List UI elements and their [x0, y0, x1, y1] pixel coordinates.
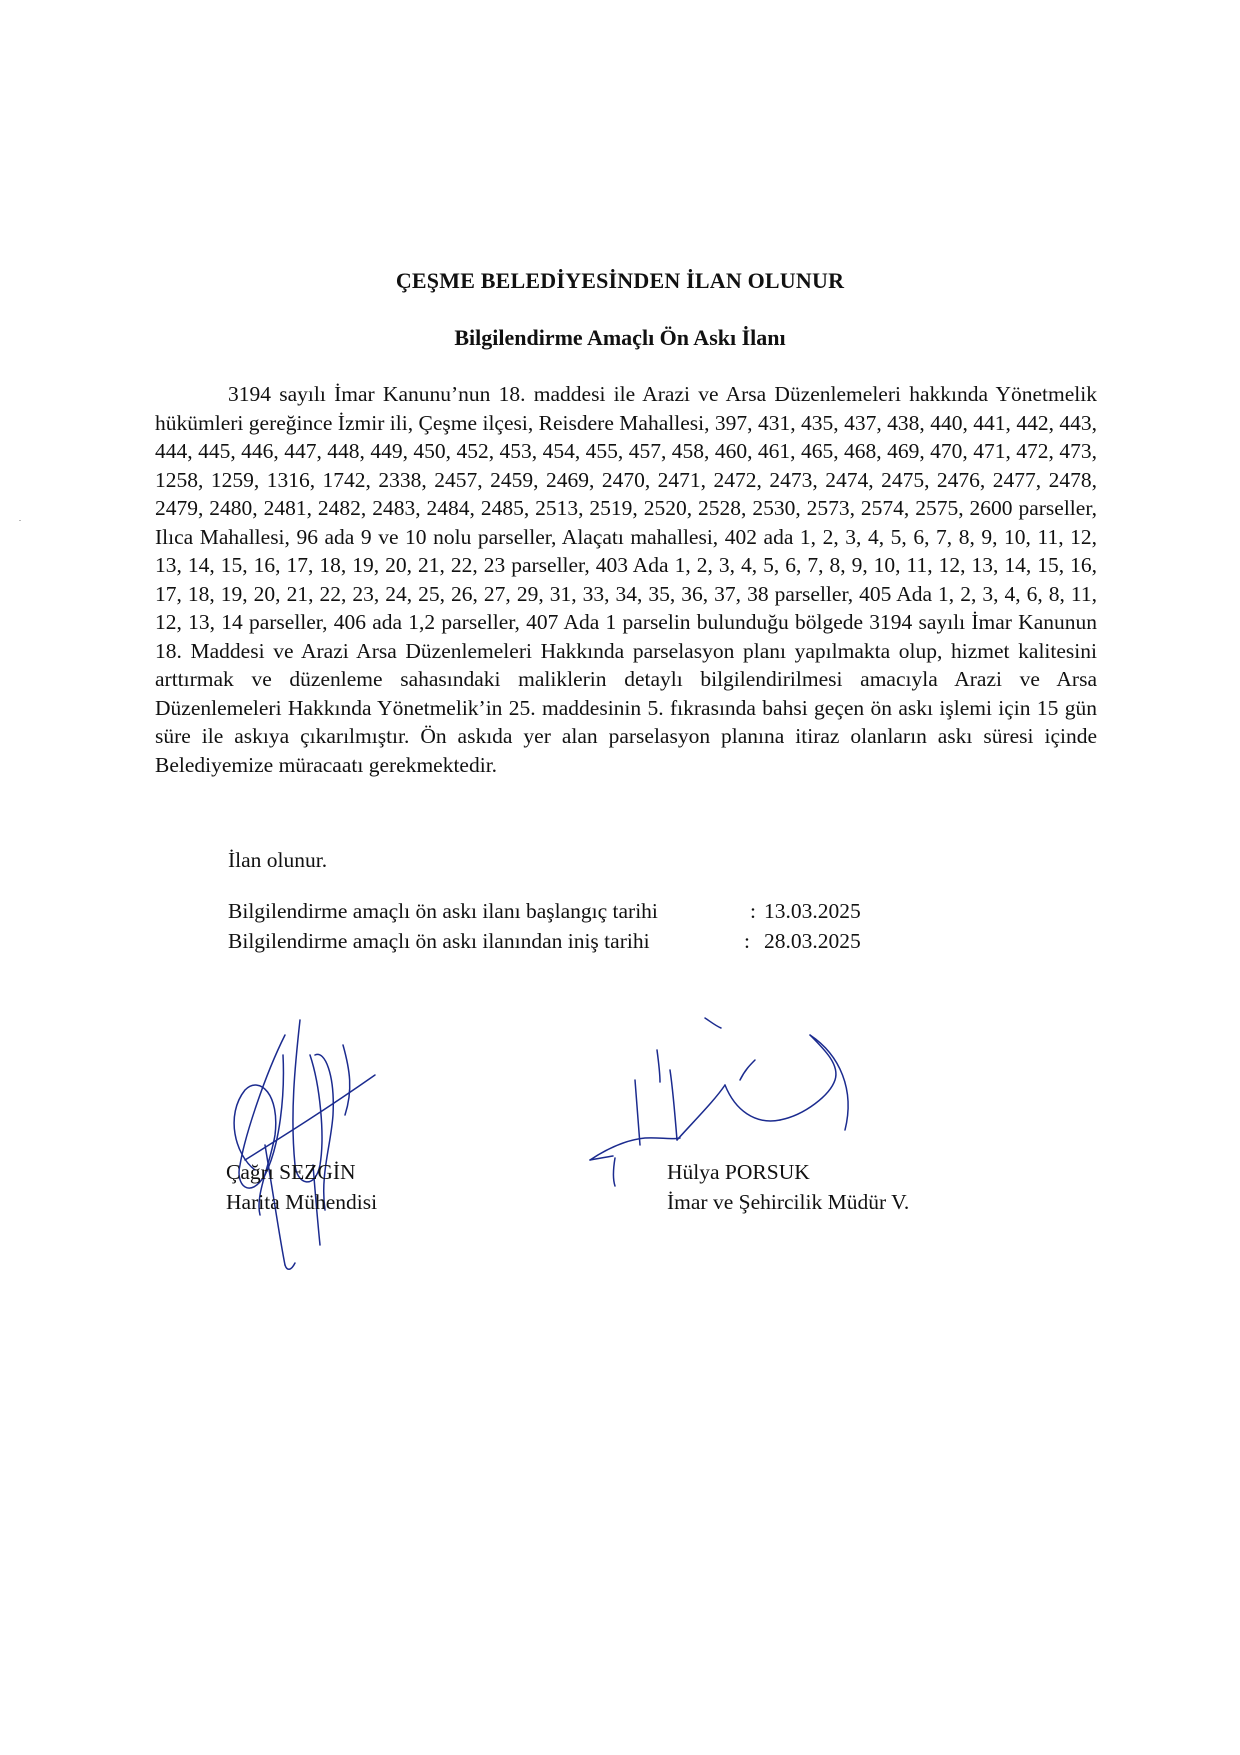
- start-date-separator: :: [750, 899, 756, 923]
- end-date-label: Bilgilendirme amaçlı ön askı ilanından iniş tarihi: [228, 929, 650, 953]
- start-date-row: [228, 896, 861, 926]
- start-date-label: Bilgilendirme amaçlı ön askı ilanı başlangıç tarihi: [228, 899, 658, 923]
- end-date-separator: :: [744, 929, 750, 953]
- dates-block: [228, 896, 861, 956]
- signature-left: [225, 1015, 425, 1275]
- document-heading: ÇEŞME BELEDİYESİNDEN İLAN OLUNUR: [395, 268, 845, 293]
- signatory-left: [226, 1157, 377, 1217]
- closing-line: İlan olunur.: [228, 848, 328, 872]
- end-date-row: [228, 926, 861, 956]
- start-date-value: 13.03.2025: [764, 899, 861, 923]
- signatory-right-title: İmar ve Şehircilik Müdür V.: [667, 1190, 910, 1214]
- signatory-left-title: Harita Mühendisi: [226, 1190, 378, 1214]
- document-subheading: Bilgilendirme Amaçlı Ön Askı İlanı: [454, 325, 786, 350]
- signatory-right: [667, 1157, 909, 1217]
- signatory-right-name: Hülya PORSUK: [667, 1160, 810, 1184]
- end-date-value: 28.03.2025: [764, 929, 861, 953]
- scan-margin-mark: [19, 520, 21, 521]
- announcement-body: 3194 sayılı İmar Kanunu’nun 18. maddesi ile Arazi ve Arsa Düzenlemeleri hakkında Yönetmelik hükümleri gereğince İzmir ili, Çeşme ilçesi, Reisdere Mahallesi, 397, 431, 435, 437, 438, 440, 441, 442, 443, 444, 445, 446, 447, 448, 449, 450, 452, 453, 454, 455, 457, 458, 460, 461, 465, 468, 469, 470, 471, 472, 473, 1258, 1259, 1316, 1742, 2338, 2457, 2459, 2469, 2470, 2471, 2472, 2473, 2474, 2475, 2476, 2477, 2478, 2479, 2480, 2481, 2482, 2483, 2484, 2485, 2513, 2519, 2520, 2528, 2530, 2573, 2574, 2575, 2600 parseller, Ilıca Mahallesi, 96 ada 9 ve 10 nolu parseller, Alaçatı mahallesi, 402 ada 1, 2, 3, 4, 5, 6, 7, 8, 9, 10, 11, 12, 13, 14, 15, 16, 17, 18, 19, 20, 21, 22, 23 parseller, 403 Ada 1, 2, 3, 4, 5, 6, 7, 8, 9, 10, 11, 12, 13, 14, 15, 16, 17, 18, 19, 20, 21, 22, 23, 24, 25, 26, 27, 29, 31, 33, 34, 35, 36, 37, 38 parseller, 405 Ada 1, 2, 3, 4, 6, 8, 11, 12, 13, 14 parseller, 406 ada 1,2 parseller, 407 Ada 1 parselin bulunduğu bölgede 3194 sayılı İmar Kanunun 18. Maddesi ve Arazi Arsa Düzenlemeleri Hakkında parselasyon planı yapılmakta olup, hizmet kalitesini arttırmak ve düzenleme sahasındaki maliklerin detaylı bilgilendirilmesi amacıyla Arazi ve Arsa Düzenlemeleri Hakkında Yönetmelik’in 25. maddesinin 5. fıkrasında bahsi geçen ön askı işlemi için 15 gün süre ile askıya çıkarılmıştır. Ön askıda yer alan parselasyon planına itiraz olanların askı süresi içinde Belediyemize müracaatı gerekmektedir.: [155, 382, 1097, 777]
- signatory-left-name: Çağrı SEZGİN: [226, 1160, 356, 1184]
